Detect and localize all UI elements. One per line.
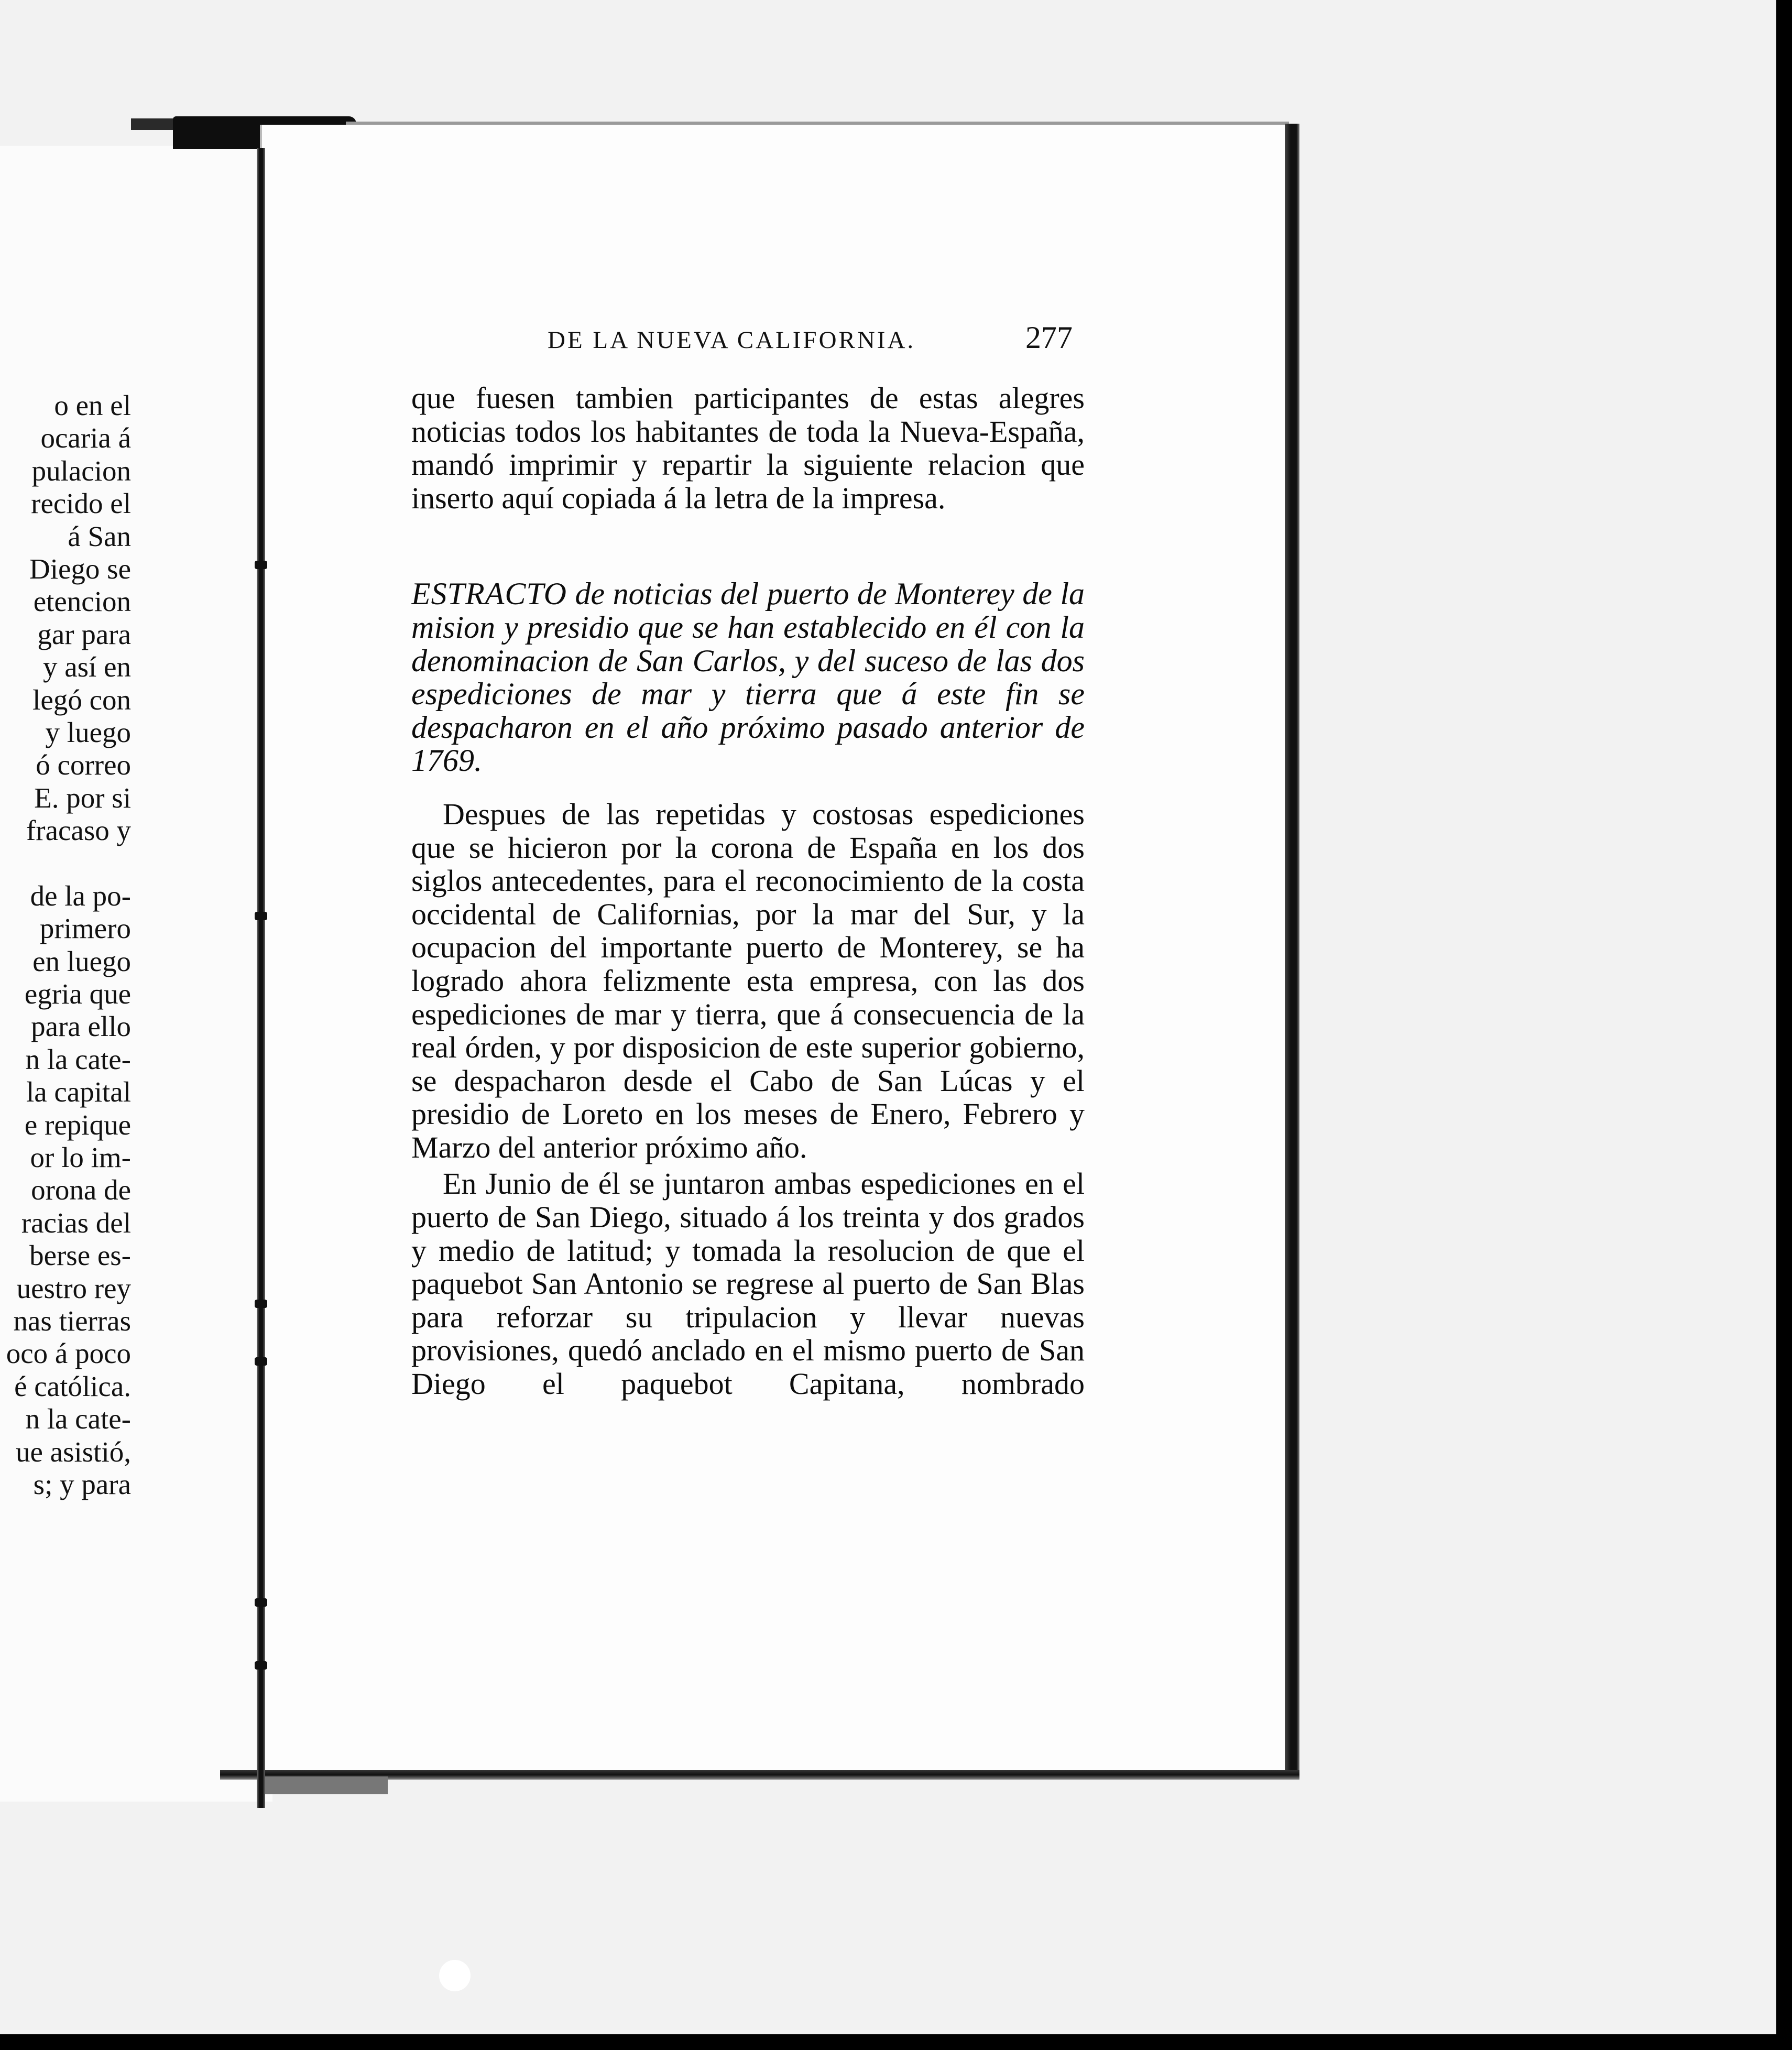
left-page-line: n la cate-	[25, 1043, 131, 1075]
left-facing-page	[0, 146, 272, 1802]
running-head: DE LA NUEVA CALIFORNIA.	[548, 326, 916, 354]
gutter-stitch	[255, 1357, 267, 1366]
scan-speck	[439, 1960, 471, 1991]
left-page-line: para ello	[31, 1010, 131, 1043]
left-page-line: en luego	[32, 945, 131, 977]
left-page-line: etencion	[33, 585, 131, 618]
left-page-line: orona de	[31, 1174, 131, 1206]
left-page-line: s; y para	[33, 1468, 131, 1500]
left-page-line: á San	[68, 520, 131, 552]
page-number: 277	[1025, 320, 1073, 355]
page-clip	[262, 1776, 388, 1794]
left-page-line: berse es-	[29, 1239, 131, 1272]
left-page-line: egria que	[24, 978, 131, 1010]
left-page-line: nas tierras	[13, 1304, 131, 1337]
left-page-line: ue asistió,	[16, 1435, 131, 1468]
gutter-stitch	[255, 1661, 267, 1670]
book-gutter	[257, 148, 265, 1808]
left-page-line: gar para	[37, 618, 131, 650]
left-page-line: o en el	[54, 389, 131, 421]
left-page-line: Diego se	[29, 552, 131, 585]
paragraph-continued: que fuesen tambien participantes de estas alegres noticias todos los habitantes de toda la Nueva-España, mandó imprimir y repartir la siguiente relacion que inserto aquí copiada á la letra de la impresa.	[411, 381, 1085, 515]
left-page-line: racias del	[21, 1206, 131, 1239]
left-page-line: legó con	[32, 683, 131, 716]
left-page-line: E. por si	[34, 781, 131, 814]
scan-border-bottom	[0, 2034, 1792, 2050]
left-page-line: y así en	[42, 651, 131, 683]
left-page-line: de la po-	[30, 879, 131, 912]
left-page-line: oco á poco	[6, 1337, 131, 1370]
left-page-line: recido el	[31, 487, 131, 520]
gutter-stitch	[255, 561, 267, 569]
gutter-stitch	[255, 1300, 267, 1308]
paragraph: Despues de las repetidas y costosas espediciones que se hicieron por la corona de España en los dos siglos antecedentes, para el reconocimiento de la costa occidental de Californias, por la mar del Sur, y la ocupacion del importante puerto de Monterey, se ha logrado ahora felizmente esta empresa, con las dos espediciones de mar y tierra, que á consecuencia de la real órden, y por disposicion de este superior gobierno, se despacharon desde el Cabo de San Lúcas y el presidio de Loreto en los meses de Enero, Febrero y Marzo del anterior próximo año.	[411, 797, 1085, 1164]
gutter-stitch	[255, 1598, 267, 1607]
left-page-line: e repique	[24, 1108, 131, 1141]
paragraph: En Junio de él se juntaron ambas espediciones en el puerto de San Diego, situado á los treinta y dos grados y medio de latitud; y tomada la resolucion de que el paquebot San Antonio se regrese al puerto de San Blas para reforzar su tripulacion y llevar nuevas provisiones, quedó anclado en el mismo puerto de San Diego el paquebot Capitana, nombrado	[411, 1166, 1085, 1401]
left-page-text	[0, 389, 131, 1501]
extract-heading	[411, 577, 1085, 778]
left-page-line: la capital	[26, 1076, 131, 1108]
scan-border-right	[1776, 0, 1792, 2050]
gutter-stitch	[255, 912, 267, 920]
left-page-line: é católica.	[14, 1370, 131, 1402]
left-page-line: primero	[39, 912, 131, 945]
left-page-line	[0, 847, 131, 879]
left-page-line: fracaso y	[26, 814, 131, 847]
left-page-line: y luego	[45, 716, 131, 748]
left-page-line: ocaria á	[40, 422, 131, 454]
left-page-line: n la cate-	[25, 1403, 131, 1435]
left-page-line: or lo im-	[30, 1141, 131, 1173]
left-page-line: ó correo	[36, 749, 131, 781]
page-fore-edge	[1285, 124, 1299, 1774]
extract-title-text: de noticias del puerto de Monterey de la mision y presidio que se han establecido en él con la denominacion de San Carlos, y del suceso de las dos espediciones de mar y tierra que á este fin se despacharon en el año próximo pasado anterior de 1769.	[411, 576, 1085, 778]
extract-lead-word: ESTRACTO	[411, 576, 567, 612]
left-page-line: pulacion	[31, 454, 131, 487]
page-body	[411, 381, 1085, 1401]
left-page-line: uestro rey	[16, 1272, 131, 1304]
